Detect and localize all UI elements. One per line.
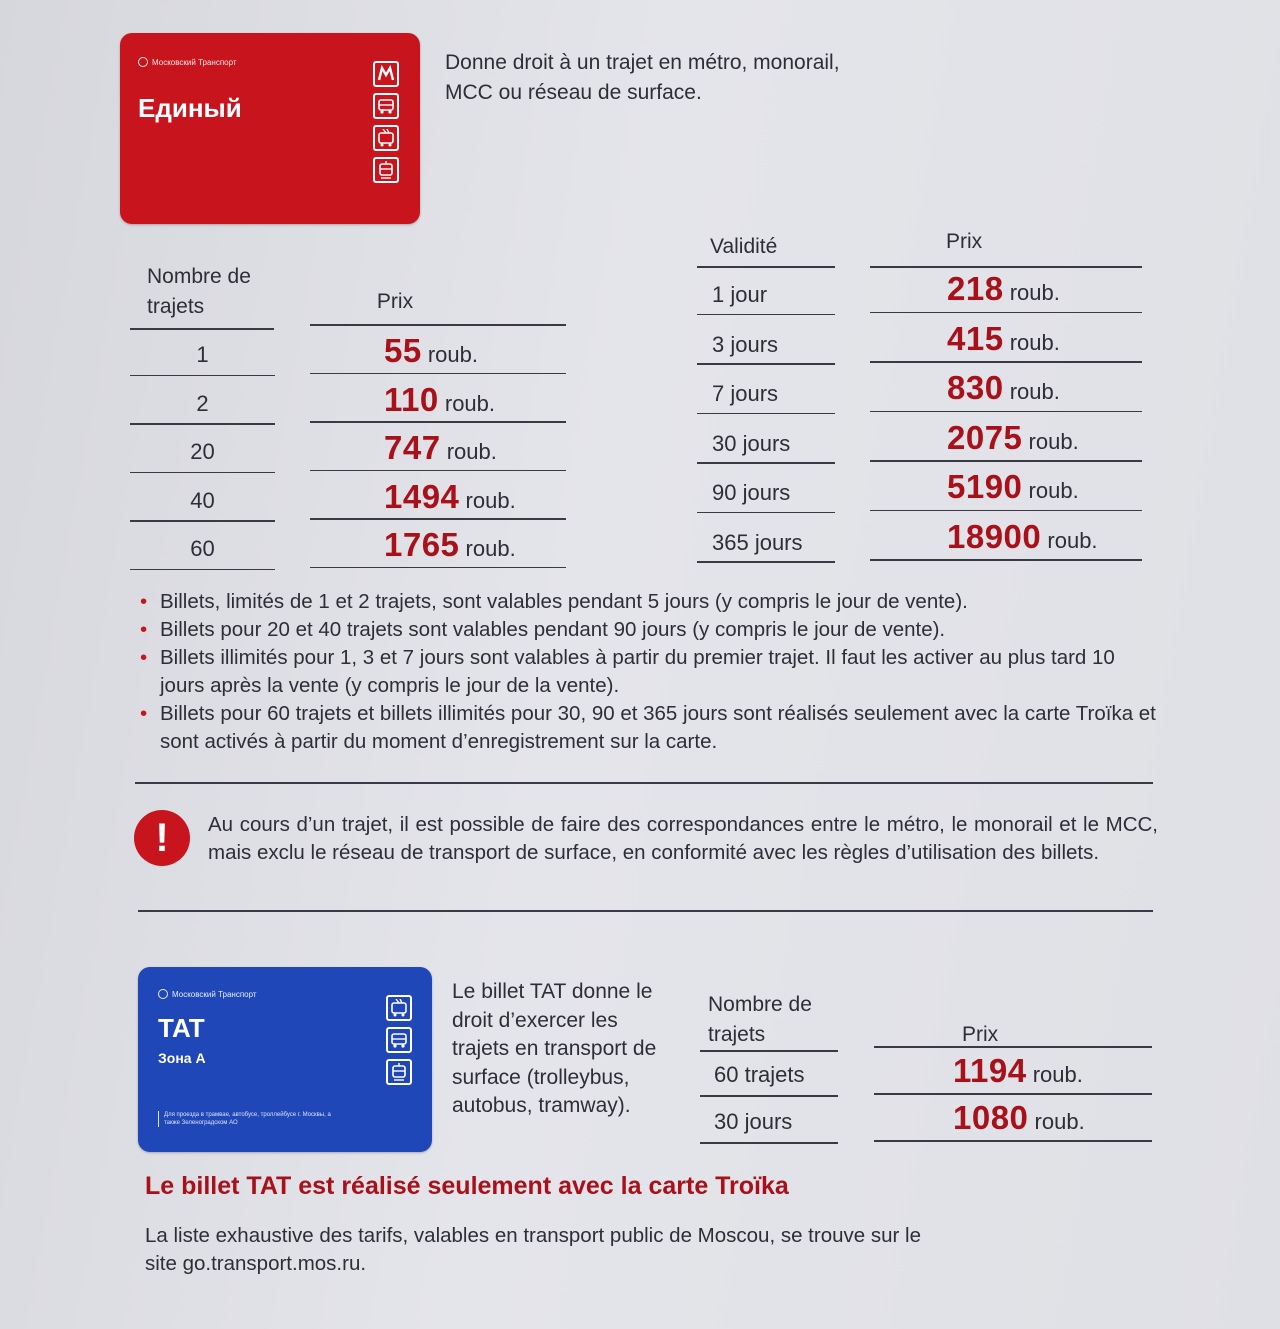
divider: [870, 312, 1142, 314]
card-zone: Зона А: [158, 1050, 206, 1066]
table-row-label: 90 jours: [712, 480, 791, 505]
divider: [870, 510, 1142, 512]
table-row-label: 20: [190, 439, 215, 464]
tat-trips-header: Nombre de trajets: [708, 993, 812, 1046]
divider: [130, 569, 275, 571]
table-row-price: [384, 526, 516, 564]
tat-description: Le billet TAT donne le droit d’exercer les trajets en transport de surface (trolleybus, autobus, tramway).: [452, 980, 657, 1117]
price-unit: roub.: [1034, 1109, 1085, 1134]
price-unit: roub.: [444, 390, 496, 416]
tat-price-header: Prix: [962, 1023, 999, 1046]
price-value: 5190: [947, 468, 1023, 505]
table-row-label: 365 jours: [712, 529, 803, 555]
divider: [135, 782, 1153, 784]
price-unit: roub.: [1028, 428, 1079, 454]
divider: [697, 462, 835, 464]
note-item: • Billets, limités de 1 et 2 trajets, sont valables pendant 5 jours (y compris le jour de vente).: [140, 588, 1160, 616]
price-unit: roub.: [446, 439, 497, 464]
divider: [130, 375, 275, 377]
tram-icon: [386, 1059, 412, 1085]
price-unit: roub.: [1009, 379, 1060, 404]
divider: [310, 373, 566, 375]
table-row-price: [947, 468, 1079, 506]
price-unit: roub.: [1028, 478, 1079, 503]
divider: [697, 266, 835, 268]
price-value: 747: [384, 429, 441, 466]
card-fine-print: Для проезда в трамвае, автобусе, троллейбусе г. Москвы, а также Зеленоградском АО: [158, 1111, 334, 1127]
note-item: • Billets pour 60 trajets et billets illimités pour 30, 90 et 365 jours sont réalisés seulement avec la carte Troïka et sont activés à partir du moment d’enregistrement sur la carte.: [140, 700, 1160, 756]
price-value: 218: [947, 270, 1004, 307]
table-row-price: [384, 478, 516, 516]
bus-icon: [386, 1027, 412, 1053]
divider: [697, 314, 835, 316]
trips-price-header: Prix: [376, 290, 414, 313]
metro-m-icon: [373, 61, 399, 87]
price-value: 1494: [384, 477, 460, 515]
table-row-label: 3 jours: [712, 331, 779, 357]
card-brand: Московский Транспорт: [138, 57, 237, 67]
card-transport-icons: [386, 995, 412, 1085]
card-name: TAT: [158, 1013, 205, 1043]
divider: [310, 518, 566, 520]
trolleybus-icon: [386, 995, 412, 1021]
warning-text: Au cours d’un trajet, il est possible de faire des correspondances entre le métro, le monorail et le MCC, mais exclu le réseau de transport de surface, en conformité avec les règles d’utilisation des billets.: [208, 813, 1158, 864]
price-unit: roub.: [1009, 329, 1060, 355]
divider: [870, 411, 1142, 413]
divider: [870, 266, 1142, 268]
price-value: 2075: [947, 418, 1023, 456]
divider: [310, 567, 566, 569]
card-transport-icons: [373, 61, 399, 183]
note-item: • Billets illimités pour 1, 3 et 7 jours sont valables à partir du premier trajet. Il faut les activer au plus tard 10 jours après la vente (y compris le jour de la vente).: [140, 644, 1160, 700]
table-row-label: 7 jours: [712, 381, 779, 406]
card-brand: Московский Транспорт: [158, 989, 257, 999]
divider: [697, 413, 835, 415]
table-row-price: [947, 270, 1060, 308]
transport-logo-icon: [138, 57, 148, 67]
price-unit: roub.: [465, 536, 516, 561]
divider: [130, 520, 275, 522]
price-unit: roub.: [1032, 1062, 1083, 1087]
transport-logo-icon: [158, 989, 168, 999]
table-row-price: [947, 518, 1098, 556]
divider: [874, 1140, 1152, 1142]
divider: [310, 324, 566, 326]
table-row-price: [947, 320, 1060, 358]
divider: [700, 1142, 838, 1144]
table-row-price: [384, 429, 497, 467]
price-value: 1194: [953, 1052, 1027, 1089]
divider: [870, 460, 1142, 462]
price-value: 110: [384, 380, 439, 418]
divider: [310, 470, 566, 472]
exclamation-icon: !: [134, 810, 190, 866]
trolleybus-icon: [373, 125, 399, 151]
table-row-price: [947, 419, 1079, 457]
table-row-label: 1 jour: [712, 282, 768, 307]
table-row-price: [384, 381, 495, 419]
footer-text: La liste exhaustive des tarifs, valables en transport public de Moscou, se trouve sur le site go.transport.mos.ru.: [145, 1224, 921, 1275]
validity-header: Validité: [710, 235, 778, 258]
tat-card: [138, 967, 432, 1152]
table-row-label: 40: [190, 487, 215, 513]
divider: [697, 363, 835, 365]
card-name: Единый: [138, 93, 242, 123]
divider: [130, 472, 275, 474]
price-value: 18900: [947, 517, 1042, 555]
divider: [697, 512, 835, 514]
table-row-label: 1: [196, 342, 209, 367]
bus-icon: [373, 93, 399, 119]
price-unit: roub.: [1009, 280, 1060, 305]
divider: [874, 1093, 1152, 1095]
table-row-label: 30 jours: [712, 430, 791, 456]
table-row-label: 2: [196, 390, 209, 416]
price-value: 1765: [384, 526, 460, 563]
notes-list: [140, 588, 1160, 756]
tat-headline: Le billet TAT est réalisé seulement avec la carte Troïka: [145, 1172, 789, 1200]
divider: [130, 423, 275, 425]
price-value: 830: [947, 369, 1004, 406]
divider: [870, 559, 1142, 561]
divider: [700, 1050, 838, 1052]
price-unit: roub.: [427, 342, 478, 367]
validity-price-header: Prix: [946, 230, 983, 253]
table-row-label: 30 jours: [714, 1109, 793, 1134]
table-row-label: 60: [190, 536, 215, 561]
divider: [310, 421, 566, 423]
divider: [874, 1046, 1152, 1048]
note-item: • Billets pour 20 et 40 trajets sont valables pendant 90 jours (y compris le jour de vente).: [140, 616, 1160, 644]
table-row-price: [384, 332, 478, 370]
table-row-price: [953, 1052, 1083, 1090]
price-value: 415: [947, 319, 1004, 357]
price-value: 1080: [953, 1099, 1029, 1136]
table-row-price: [947, 369, 1060, 407]
divider: [870, 361, 1142, 363]
divider: [700, 1095, 838, 1097]
divider: [130, 328, 274, 330]
price-unit: roub.: [1047, 527, 1098, 553]
table-row-label: 60 trajets: [714, 1062, 805, 1087]
tram-icon: [373, 157, 399, 183]
trips-header: Nombre de trajets: [147, 265, 251, 318]
table-row-price: [953, 1099, 1085, 1137]
price-value: 55: [384, 332, 422, 369]
price-unit: roub.: [465, 487, 516, 513]
edinyi-description: Donne droit à un trajet en métro, monorail, MCC ou réseau de surface.: [445, 51, 840, 104]
edinyi-card: [120, 33, 420, 224]
divider: [138, 910, 1153, 912]
divider: [697, 561, 835, 563]
